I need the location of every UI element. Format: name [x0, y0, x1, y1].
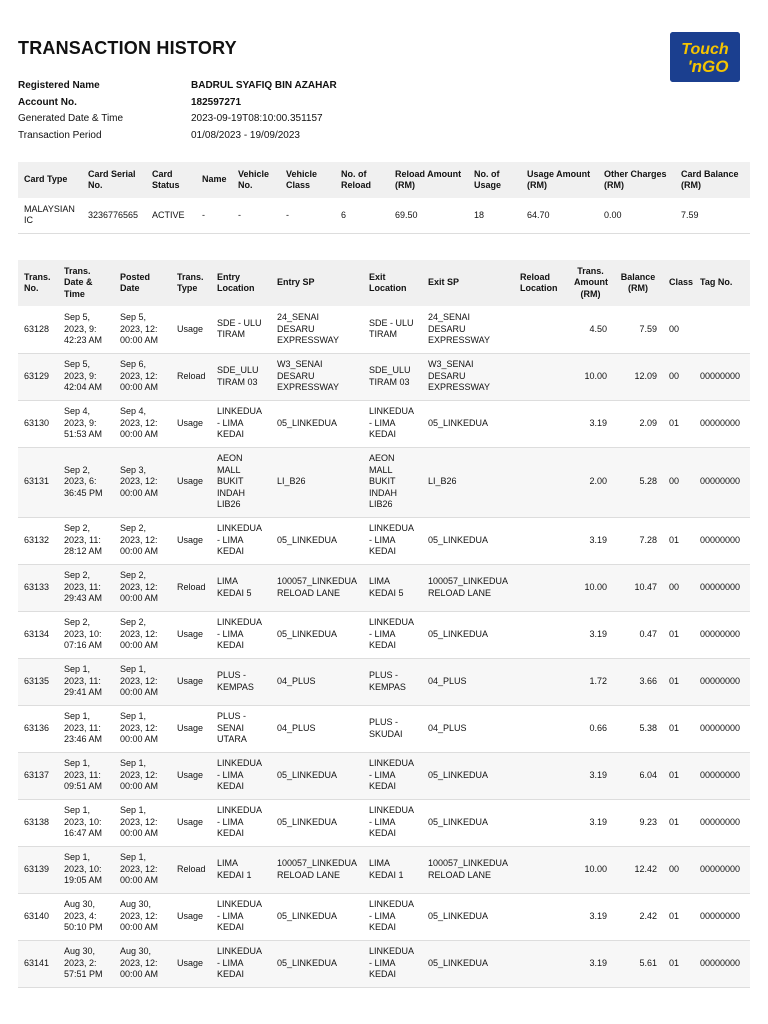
table-cell: Sep 2, 2023, 6: 36:45 PM	[64, 464, 103, 498]
transaction-column-header: Trans. Amount (RM)	[568, 260, 613, 306]
table-cell: LINKEDUA - LIMA KEDAI	[217, 523, 262, 557]
table-cell: LIMA KEDAI 1	[217, 858, 252, 880]
table-cell: 00000000	[700, 534, 741, 545]
table-cell	[514, 306, 568, 353]
table-cell: 05_LINKEDUA	[277, 534, 338, 545]
table-cell: 63130	[24, 417, 50, 428]
account-info	[18, 80, 618, 146]
table-cell: LINKEDUA - LIMA KEDAI	[369, 406, 414, 440]
table-cell: Aug 30, 2023, 4: 50:10 PM	[64, 899, 103, 933]
table-cell: 00000000	[700, 957, 741, 968]
table-cell: 100057_LINKEDUA RELOAD LANE	[277, 576, 357, 598]
info-value: 01/08/2023 - 19/09/2023	[191, 129, 300, 141]
transaction-column-header: Balance (RM)	[613, 260, 663, 306]
table-row	[18, 517, 750, 564]
table-cell: 3.19	[589, 957, 607, 968]
table-cell: Reload	[177, 370, 206, 381]
table-cell: LI_B26	[277, 476, 306, 487]
table-cell: 00	[669, 581, 680, 592]
table-cell: 04_PLUS	[277, 675, 316, 686]
table-cell: 5.38	[639, 722, 657, 733]
table-cell: Usage	[177, 323, 204, 334]
card-column-header: Usage Amount (RM)	[521, 162, 598, 198]
table-cell: 10.00	[584, 581, 607, 592]
table-cell: Sep 2, 2023, 12: 00:00 AM	[120, 617, 159, 651]
table-cell: LINKEDUA - LIMA KEDAI	[369, 758, 414, 792]
table-cell: W3_SENAI DESARU EXPRESSWAY	[277, 359, 340, 393]
table-cell: 01	[669, 675, 680, 686]
table-cell: Sep 5, 2023, 9: 42:04 AM	[64, 359, 103, 393]
table-cell: 01	[669, 957, 680, 968]
table-cell: LINKEDUA - LIMA KEDAI	[369, 946, 414, 980]
table-cell: 3.19	[589, 417, 607, 428]
table-cell: 05_LINKEDUA	[428, 534, 489, 545]
table-cell: Sep 1, 2023, 11: 09:51 AM	[64, 758, 103, 792]
card-cell: 0.00	[604, 209, 622, 220]
table-cell: LINKEDUA - LIMA KEDAI	[217, 758, 262, 792]
table-cell: 04_PLUS	[428, 675, 467, 686]
table-cell: 63139	[24, 863, 50, 874]
table-row	[18, 447, 750, 517]
table-cell: Sep 1, 2023, 10: 16:47 AM	[64, 805, 103, 839]
card-cell: -	[238, 209, 241, 220]
table-cell: 9.23	[639, 816, 657, 827]
table-cell: 5.61	[639, 957, 657, 968]
info-label: Registered Name	[18, 80, 100, 91]
table-cell: 12.09	[634, 370, 657, 381]
transaction-column-header: Trans. Type	[171, 260, 211, 306]
table-cell: LINKEDUA - LIMA KEDAI	[217, 406, 262, 440]
table-cell: 00000000	[700, 722, 741, 733]
table-row	[18, 846, 750, 893]
table-cell: 100057_LINKEDUA RELOAD LANE	[277, 858, 357, 880]
table-cell: Usage	[177, 910, 204, 921]
table-cell: Usage	[177, 957, 204, 968]
table-cell: Sep 6, 2023, 12: 00:00 AM	[120, 359, 159, 393]
table-cell: Sep 1, 2023, 10: 19:05 AM	[64, 852, 103, 886]
table-cell: 3.19	[589, 769, 607, 780]
transaction-column-header: Class	[663, 260, 694, 306]
table-cell: 63135	[24, 675, 50, 686]
info-row	[18, 97, 618, 114]
page-title: TRANSACTION HISTORY	[18, 38, 237, 58]
table-cell: 63128	[24, 323, 50, 334]
info-label: Transaction Period	[18, 129, 102, 141]
table-cell: Sep 2, 2023, 11: 29:43 AM	[64, 570, 103, 604]
table-cell: LIMA KEDAI 5	[217, 576, 252, 598]
table-cell: Sep 2, 2023, 12: 00:00 AM	[120, 570, 159, 604]
table-cell: LINKEDUA - LIMA KEDAI	[217, 899, 262, 933]
table-row	[18, 658, 750, 705]
table-cell: 100057_LINKEDUA RELOAD LANE	[428, 576, 508, 598]
table-cell: 4.50	[589, 323, 607, 334]
card-column-header: Card Status	[146, 162, 196, 198]
table-cell: 00	[669, 370, 680, 381]
table-cell: LINKEDUA - LIMA KEDAI	[217, 946, 262, 980]
table-cell: 63136	[24, 722, 50, 733]
table-cell: 3.19	[589, 816, 607, 827]
table-cell: 05_LINKEDUA	[428, 417, 489, 428]
table-cell: 63133	[24, 581, 50, 592]
table-cell: Reload	[177, 581, 206, 592]
table-row	[18, 564, 750, 611]
table-cell: Usage	[177, 816, 204, 827]
table-row	[18, 611, 750, 658]
table-cell: LINKEDUA - LIMA KEDAI	[369, 805, 414, 839]
table-cell: 3.19	[589, 910, 607, 921]
table-cell: 100057_LINKEDUA RELOAD LANE	[428, 858, 508, 880]
table-cell: Usage	[177, 476, 204, 487]
table-cell: PLUS - SKUDAI	[369, 717, 403, 739]
card-column-header: Card Type	[18, 162, 82, 198]
card-summary-table	[18, 162, 750, 234]
table-cell	[514, 940, 568, 987]
table-cell: 00000000	[700, 628, 741, 639]
card-column-header: No. of Usage	[468, 162, 521, 198]
table-cell: Sep 3, 2023, 12: 00:00 AM	[120, 464, 159, 498]
table-cell: Sep 1, 2023, 11: 29:41 AM	[64, 664, 103, 698]
card-cell: MALAYSIAN IC	[24, 203, 75, 226]
card-column-header: Card Balance (RM)	[675, 162, 750, 198]
table-cell: 00000000	[700, 581, 741, 592]
table-cell: 01	[669, 722, 680, 733]
table-cell: 63141	[24, 957, 50, 968]
table-cell: 00	[669, 863, 680, 874]
table-cell	[514, 447, 568, 517]
table-cell: LIMA KEDAI 5	[369, 576, 404, 598]
table-cell: Sep 2, 2023, 10: 07:16 AM	[64, 617, 103, 651]
table-cell: 00000000	[700, 769, 741, 780]
table-cell: Aug 30, 2023, 12: 00:00 AM	[120, 946, 159, 980]
table-cell: Sep 1, 2023, 12: 00:00 AM	[120, 758, 159, 792]
card-cell: 69.50	[395, 209, 418, 220]
card-column-header: Other Charges (RM)	[598, 162, 675, 198]
table-cell: Sep 1, 2023, 12: 00:00 AM	[120, 805, 159, 839]
table-cell: 05_LINKEDUA	[277, 816, 338, 827]
table-cell: 12.42	[634, 863, 657, 874]
table-row	[18, 752, 750, 799]
table-cell: Usage	[177, 417, 204, 428]
card-cell: 3236776565	[88, 209, 139, 220]
card-cell: -	[202, 209, 205, 220]
table-cell: 3.19	[589, 628, 607, 639]
card-column-header: Vehicle Class	[280, 162, 335, 198]
table-cell: LINKEDUA - LIMA KEDAI	[217, 617, 262, 651]
table-cell: 00000000	[700, 675, 741, 686]
table-cell: Usage	[177, 628, 204, 639]
table-cell	[514, 893, 568, 940]
svg-text:'nGO: 'nGO	[687, 57, 729, 76]
table-cell: 0.47	[639, 628, 657, 639]
table-cell: 3.19	[589, 534, 607, 545]
table-cell: 05_LINKEDUA	[277, 769, 338, 780]
table-cell: 0.66	[589, 722, 607, 733]
table-cell: 04_PLUS	[428, 722, 467, 733]
table-row	[18, 940, 750, 987]
card-cell: ACTIVE	[152, 209, 185, 220]
info-label: Account No.	[18, 96, 77, 108]
table-cell: 2.00	[589, 476, 607, 487]
table-cell: AEON MALL BUKIT INDAH LIB26	[217, 453, 246, 510]
table-cell: 01	[669, 534, 680, 545]
table-cell: 00000000	[700, 417, 741, 428]
table-cell: 63138	[24, 816, 50, 827]
table-cell: 6.04	[639, 769, 657, 780]
svg-text:Touch: Touch	[681, 41, 729, 58]
info-label: Generated Date & Time	[18, 113, 124, 124]
table-cell: 01	[669, 816, 680, 827]
touch-n-go-logo	[670, 32, 740, 82]
table-cell: Sep 5, 2023, 9: 42:23 AM	[64, 312, 103, 345]
table-cell: LIMA KEDAI 1	[369, 858, 404, 880]
table-cell: W3_SENAI DESARU EXPRESSWAY	[428, 359, 491, 393]
table-cell: 00	[669, 476, 680, 487]
table-cell: Sep 4, 2023, 9: 51:53 AM	[64, 406, 103, 440]
table-cell: 00000000	[700, 910, 741, 921]
table-cell: 10.00	[584, 863, 607, 874]
transaction-table-header	[18, 260, 750, 306]
table-cell: 63137	[24, 769, 50, 780]
table-cell: Sep 1, 2023, 12: 00:00 AM	[120, 664, 159, 698]
table-cell: 00	[669, 323, 680, 334]
table-cell: 01	[669, 628, 680, 639]
table-cell: 7.59	[639, 323, 657, 334]
table-cell: 63131	[24, 476, 50, 487]
transaction-column-header: Trans. No.	[18, 260, 58, 306]
table-cell: 1.72	[589, 675, 607, 686]
info-row	[18, 80, 618, 97]
table-cell	[514, 846, 568, 893]
card-column-header: Card Serial No.	[82, 162, 146, 198]
table-cell: Sep 4, 2023, 12: 00:00 AM	[120, 406, 159, 440]
card-cell: 7.59	[681, 209, 699, 220]
table-cell: Sep 2, 2023, 12: 00:00 AM	[120, 523, 159, 557]
table-cell: 63129	[24, 370, 50, 381]
table-cell	[514, 799, 568, 846]
info-value: 182597271	[191, 96, 242, 108]
table-cell: 63132	[24, 534, 50, 545]
table-cell: 05_LINKEDUA	[428, 816, 489, 827]
table-cell: 05_LINKEDUA	[428, 910, 489, 921]
table-cell: Sep 2, 2023, 11: 28:12 AM	[64, 523, 103, 557]
card-row	[18, 198, 750, 233]
info-value: 2023-09-19T08:10:00.351157	[191, 113, 323, 124]
table-cell	[514, 564, 568, 611]
table-cell: PLUS - KEMPAS	[369, 670, 406, 692]
table-cell: 01	[669, 417, 680, 428]
touch-n-go-logo-graphic	[670, 32, 740, 82]
table-cell: 24_SENAI DESARU EXPRESSWAY	[277, 312, 340, 345]
info-row	[18, 113, 618, 130]
table-cell: 05_LINKEDUA	[428, 769, 489, 780]
transaction-column-header: Entry SP	[271, 260, 363, 306]
table-cell: Usage	[177, 722, 204, 733]
info-value: BADRUL SYAFIQ BIN AZAHAR	[191, 80, 337, 91]
table-cell: 00000000	[700, 370, 741, 381]
transaction-table	[18, 260, 750, 988]
table-row	[18, 893, 750, 940]
table-cell: 01	[669, 910, 680, 921]
card-cell: 6	[341, 209, 347, 220]
table-cell: 63134	[24, 628, 50, 639]
table-cell: 05_LINKEDUA	[428, 628, 489, 639]
table-cell: 05_LINKEDUA	[277, 910, 338, 921]
card-column-header: Reload Amount (RM)	[389, 162, 468, 198]
table-cell: Usage	[177, 534, 204, 545]
table-cell: 01	[669, 769, 680, 780]
table-cell: 05_LINKEDUA	[428, 957, 489, 968]
table-cell: Sep 1, 2023, 12: 00:00 AM	[120, 711, 159, 745]
table-cell: 7.28	[639, 534, 657, 545]
transaction-column-header: Exit SP	[422, 260, 514, 306]
table-cell: 2.42	[639, 910, 657, 921]
table-cell: SDE_ULU TIRAM 03	[369, 365, 411, 387]
table-cell	[514, 658, 568, 705]
table-cell: 5.28	[639, 476, 657, 487]
card-cell: 18	[474, 209, 485, 220]
table-cell: AEON MALL BUKIT INDAH LIB26	[369, 453, 398, 510]
table-cell: 3.66	[639, 675, 657, 686]
table-cell: 2.09	[639, 417, 657, 428]
table-row	[18, 400, 750, 447]
card-column-header: No. of Reload	[335, 162, 389, 198]
table-cell: 05_LINKEDUA	[277, 957, 338, 968]
table-row	[18, 705, 750, 752]
table-cell: 24_SENAI DESARU EXPRESSWAY	[428, 312, 491, 345]
card-cell: -	[286, 209, 289, 220]
table-row	[18, 353, 750, 400]
table-cell	[694, 306, 750, 353]
table-cell: 00000000	[700, 476, 741, 487]
transaction-column-header: Entry Location	[211, 260, 271, 306]
card-column-header: Name	[196, 162, 232, 198]
table-cell	[514, 353, 568, 400]
table-cell: Sep 1, 2023, 11: 23:46 AM	[64, 711, 103, 745]
table-cell: LINKEDUA - LIMA KEDAI	[369, 617, 414, 651]
table-cell: Aug 30, 2023, 2: 57:51 PM	[64, 946, 103, 980]
table-cell	[514, 517, 568, 564]
table-row	[18, 306, 750, 353]
table-cell: 04_PLUS	[277, 722, 316, 733]
card-table-header	[18, 162, 750, 198]
transaction-column-header: Trans. Date & Time	[58, 260, 114, 306]
table-cell: Aug 30, 2023, 12: 00:00 AM	[120, 899, 159, 933]
table-cell: 00000000	[700, 816, 741, 827]
table-cell: PLUS - SENAI UTARA	[217, 711, 247, 745]
table-cell: Usage	[177, 769, 204, 780]
table-cell: Sep 5, 2023, 12: 00:00 AM	[120, 312, 159, 345]
table-row	[18, 799, 750, 846]
table-cell: LINKEDUA - LIMA KEDAI	[369, 523, 414, 557]
table-cell: LINKEDUA - LIMA KEDAI	[217, 805, 262, 839]
table-cell: Sep 1, 2023, 12: 00:00 AM	[120, 852, 159, 886]
table-cell: 05_LINKEDUA	[277, 628, 338, 639]
table-cell	[514, 400, 568, 447]
table-cell: Usage	[177, 675, 204, 686]
transaction-column-header: Tag No.	[694, 260, 750, 306]
table-cell: LINKEDUA - LIMA KEDAI	[369, 899, 414, 933]
table-cell: 00000000	[700, 863, 741, 874]
card-column-header: Vehicle No.	[232, 162, 280, 198]
table-cell: 05_LINKEDUA	[277, 417, 338, 428]
table-cell: LI_B26	[428, 476, 457, 487]
table-cell: 63140	[24, 910, 50, 921]
transaction-column-header: Posted Date	[114, 260, 171, 306]
table-cell: Reload	[177, 863, 206, 874]
transaction-column-header: Exit Location	[363, 260, 422, 306]
table-cell: 10.47	[634, 581, 657, 592]
transaction-column-header: Reload Location	[514, 260, 568, 306]
table-cell	[514, 752, 568, 799]
table-cell: PLUS - KEMPAS	[217, 670, 254, 692]
card-cell: 64.70	[527, 209, 550, 220]
info-row	[18, 130, 618, 147]
table-cell: SDE - ULU TIRAM	[217, 317, 262, 340]
table-cell: 10.00	[584, 370, 607, 381]
table-cell	[514, 611, 568, 658]
table-cell	[514, 705, 568, 752]
table-cell: SDE - ULU TIRAM	[369, 317, 414, 340]
table-cell: SDE_ULU TIRAM 03	[217, 365, 259, 387]
